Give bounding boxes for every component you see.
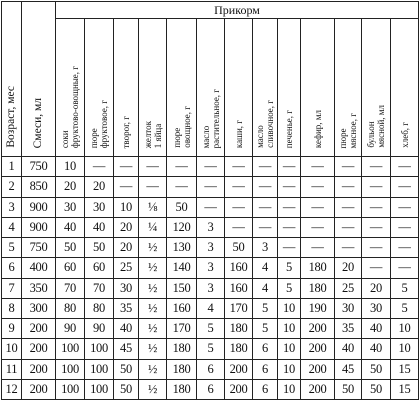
table-cell: — [278, 238, 301, 258]
table-cell: 50 [335, 379, 362, 399]
table-cell: 60 [85, 258, 114, 278]
table-cell: — [335, 177, 362, 197]
table-cell: 40 [362, 339, 391, 359]
table-cell: 15 [391, 379, 419, 399]
table-cell: 20 [85, 177, 114, 197]
table-cell: 180 [225, 319, 253, 339]
column-header-label: пюре мясное, г [338, 112, 358, 148]
table-cell: — [139, 157, 167, 177]
table-cell: 20 [335, 258, 362, 278]
table-cell: 10 [278, 319, 301, 339]
table-cell: 20 [362, 278, 391, 298]
table-cell: — [278, 157, 301, 177]
table-cell: 10 [56, 157, 85, 177]
table-cell: 80 [56, 298, 85, 318]
table-cell: 5 [253, 319, 278, 339]
table-cell: — [197, 177, 225, 197]
table-cell: — [225, 217, 253, 237]
table-cell: 180 [301, 278, 335, 298]
table-cell: 30 [56, 197, 85, 217]
table-cell: ¼ [139, 217, 167, 237]
table-cell: 50 [56, 238, 85, 258]
table-cell: 80 [85, 298, 114, 318]
table-cell: — [391, 258, 419, 278]
table-cell: 200 [301, 359, 335, 379]
table-cell: 25 [335, 278, 362, 298]
table-cell: — [114, 157, 139, 177]
formula-cell: 750 [22, 238, 56, 258]
table-cell: 30 [85, 197, 114, 217]
column-header [335, 19, 362, 157]
table-cell: 5 [278, 278, 301, 298]
age-cell: 3 [2, 197, 22, 217]
table-cell: 100 [85, 379, 114, 399]
table-cell: 25 [114, 258, 139, 278]
table-cell: 40 [362, 319, 391, 339]
table-cell: 200 [301, 339, 335, 359]
table-cell: 170 [167, 319, 197, 339]
table-cell: 4 [197, 298, 225, 318]
table-row [2, 177, 419, 197]
column-header [85, 19, 114, 157]
table-cell: — [362, 238, 391, 258]
age-cell: 9 [2, 319, 22, 339]
table-cell: 60 [56, 258, 85, 278]
formula-cell: 300 [22, 298, 56, 318]
table-cell: 10 [278, 379, 301, 399]
formula-cell: 900 [22, 217, 56, 237]
table-cell: 5 [197, 339, 225, 359]
table-cell: — [362, 197, 391, 217]
table-cell: 10 [391, 339, 419, 359]
age-cell: 5 [2, 238, 22, 258]
table-cell: 5 [391, 278, 419, 298]
table-cell: 20 [114, 217, 139, 237]
table-cell: ½ [139, 278, 167, 298]
table-cell: 35 [335, 319, 362, 339]
formula-cell: 200 [22, 339, 56, 359]
table-cell: 10 [278, 339, 301, 359]
table-cell: 20 [114, 238, 139, 258]
formula-cell: 350 [22, 278, 56, 298]
table-cell: ½ [139, 238, 167, 258]
table-cell: — [167, 157, 197, 177]
table-cell: 5 [253, 298, 278, 318]
table-cell: 200 [225, 359, 253, 379]
age-cell: 1 [2, 157, 22, 177]
table-cell: — [362, 157, 391, 177]
table-cell: 100 [56, 359, 85, 379]
table-cell: — [335, 238, 362, 258]
table-cell: 190 [301, 298, 335, 318]
table-cell: 90 [56, 319, 85, 339]
table-cell: ½ [139, 258, 167, 278]
table-cell: — [301, 157, 335, 177]
table-row [2, 298, 419, 318]
table-cell: 200 [301, 319, 335, 339]
table-cell: 3 [197, 258, 225, 278]
age-cell: 11 [2, 359, 22, 379]
table-cell: 6 [253, 339, 278, 359]
table-cell: — [253, 157, 278, 177]
table-cell: 5 [391, 298, 419, 318]
table-cell: — [253, 177, 278, 197]
table-cell: — [278, 217, 301, 237]
table-cell: — [391, 217, 419, 237]
table-cell: 180 [167, 339, 197, 359]
table-cell: 180 [167, 379, 197, 399]
table-cell: 100 [85, 339, 114, 359]
table-cell: 4 [253, 278, 278, 298]
table-cell: 140 [167, 258, 197, 278]
table-cell: — [197, 157, 225, 177]
table-cell: 160 [225, 278, 253, 298]
table-cell: 40 [85, 217, 114, 237]
header-age [2, 2, 22, 157]
table-cell: 50 [85, 238, 114, 258]
age-cell: 6 [2, 258, 22, 278]
table-cell: 40 [56, 217, 85, 237]
table-cell: 35 [114, 298, 139, 318]
table-cell: 180 [301, 258, 335, 278]
table-cell: 50 [114, 379, 139, 399]
table-cell: 50 [167, 197, 197, 217]
table-cell: 70 [85, 278, 114, 298]
table-cell: — [335, 217, 362, 237]
table-cell: — [114, 177, 139, 197]
table-cell: 200 [301, 379, 335, 399]
table-cell: — [278, 197, 301, 217]
column-header [362, 19, 391, 157]
formula-cell: 850 [22, 177, 56, 197]
table-cell: 6 [197, 359, 225, 379]
table-cell: — [301, 238, 335, 258]
formula-cell: 200 [22, 379, 56, 399]
column-header [167, 19, 197, 157]
table-cell: 180 [167, 359, 197, 379]
table-cell: 30 [335, 298, 362, 318]
age-cell: 4 [2, 217, 22, 237]
table-cell: — [391, 238, 419, 258]
table-cell: 10 [278, 298, 301, 318]
table-cell: — [253, 197, 278, 217]
column-header [114, 19, 139, 157]
table-cell: — [362, 177, 391, 197]
table-cell: ½ [139, 298, 167, 318]
column-header-label: пюре овощное, г [171, 106, 192, 148]
column-header [391, 19, 419, 157]
table-cell: 160 [167, 298, 197, 318]
table-cell: — [335, 157, 362, 177]
table-cell: — [225, 197, 253, 217]
table-cell: 200 [225, 379, 253, 399]
column-header [225, 19, 253, 157]
column-header [56, 19, 85, 157]
table-cell: 100 [85, 359, 114, 379]
table-cell: — [85, 157, 114, 177]
table-cell: ⅛ [139, 197, 167, 217]
table-cell: 50 [114, 359, 139, 379]
table-cell: 3 [197, 278, 225, 298]
table-cell: — [362, 258, 391, 278]
table-cell: 4 [253, 258, 278, 278]
table-row [2, 359, 419, 379]
table-row [2, 217, 419, 237]
table-cell: 50 [362, 379, 391, 399]
table-cell: 5 [197, 319, 225, 339]
column-header-label: масло растительное, г [200, 88, 221, 148]
table-cell: — [335, 197, 362, 217]
table-cell: 90 [85, 319, 114, 339]
table-cell: 50 [225, 238, 253, 258]
table-cell: ½ [139, 359, 167, 379]
table-cell: 30 [362, 298, 391, 318]
column-header-label: желток 1 яйца [142, 120, 163, 148]
formula-cell: 400 [22, 258, 56, 278]
table-cell: — [391, 177, 419, 197]
table-cell: — [391, 197, 419, 217]
column-header [253, 19, 278, 157]
table-cell: — [225, 177, 253, 197]
table-cell: — [391, 157, 419, 177]
table-cell: — [278, 177, 301, 197]
header-complementary-group: Прикорм [56, 2, 419, 19]
table-row [2, 278, 419, 298]
column-header [139, 19, 167, 157]
table-cell: 30 [114, 278, 139, 298]
formula-cell: 200 [22, 319, 56, 339]
table-cell: ½ [139, 339, 167, 359]
table-cell: 45 [114, 339, 139, 359]
table-cell: 40 [335, 339, 362, 359]
table-cell: — [301, 197, 335, 217]
table-cell: 10 [114, 197, 139, 217]
table-cell: — [301, 217, 335, 237]
table-cell: 120 [167, 217, 197, 237]
table-cell: 70 [56, 278, 85, 298]
table-cell: 150 [167, 278, 197, 298]
table-cell: 6 [253, 379, 278, 399]
table-cell: — [362, 217, 391, 237]
column-header [278, 19, 301, 157]
table-row [2, 258, 419, 278]
table-cell: 10 [278, 359, 301, 379]
column-header-label: пюре фруктовое, г [89, 99, 109, 148]
age-cell: 12 [2, 379, 22, 399]
table-cell: 130 [167, 238, 197, 258]
table-row [2, 379, 419, 399]
table-cell: 3 [197, 217, 225, 237]
table-cell: 3 [197, 238, 225, 258]
column-header-label: бульон мясной, мл [366, 105, 386, 148]
column-header-label: печенье, г [284, 109, 294, 148]
table-cell: 10 [391, 319, 419, 339]
table-cell: 100 [56, 379, 85, 399]
table-row [2, 238, 419, 258]
age-cell: 10 [2, 339, 22, 359]
table-cell: 170 [225, 298, 253, 318]
column-header-label: соки фруктово-овощные, г [60, 65, 80, 148]
header-age-label: Возраст, мес [5, 86, 17, 148]
table-cell: 20 [56, 177, 85, 197]
table-cell: 6 [253, 359, 278, 379]
table-cell: 6 [197, 379, 225, 399]
table-cell: — [253, 217, 278, 237]
table-cell: 5 [278, 258, 301, 278]
table-cell: — [167, 177, 197, 197]
table-row [2, 319, 419, 339]
feeding-schedule-table [1, 1, 419, 400]
formula-cell: 200 [22, 359, 56, 379]
table-row [2, 197, 419, 217]
table-row [2, 339, 419, 359]
header-formula-label: Смеси, мл [32, 97, 44, 148]
header-formula [22, 2, 56, 157]
column-header-label: каши, г [233, 119, 244, 148]
table-cell: — [225, 157, 253, 177]
formula-cell: 750 [22, 157, 56, 177]
age-cell: 7 [2, 278, 22, 298]
table-cell: 50 [362, 359, 391, 379]
age-cell: 2 [2, 177, 22, 197]
table-cell: 180 [225, 339, 253, 359]
table-cell: 45 [335, 359, 362, 379]
table-cell: 3 [253, 238, 278, 258]
column-header-label: кефир, мл [312, 109, 323, 148]
table-cell: — [197, 197, 225, 217]
table-cell: 160 [225, 258, 253, 278]
table-cell: ½ [139, 319, 167, 339]
table-cell: — [301, 177, 335, 197]
table-cell: ½ [139, 379, 167, 399]
column-header-label: масло сливочное, г [255, 100, 275, 148]
column-header-label: творог, г [121, 115, 131, 148]
age-cell: 8 [2, 298, 22, 318]
table-row [2, 157, 419, 177]
table-cell: 100 [56, 339, 85, 359]
column-header [197, 19, 225, 157]
column-header [301, 19, 335, 157]
table-cell: — [139, 177, 167, 197]
column-header-label: хлеб, г [399, 122, 410, 148]
table-cell: 40 [114, 319, 139, 339]
formula-cell: 900 [22, 197, 56, 217]
table-cell: 15 [391, 359, 419, 379]
